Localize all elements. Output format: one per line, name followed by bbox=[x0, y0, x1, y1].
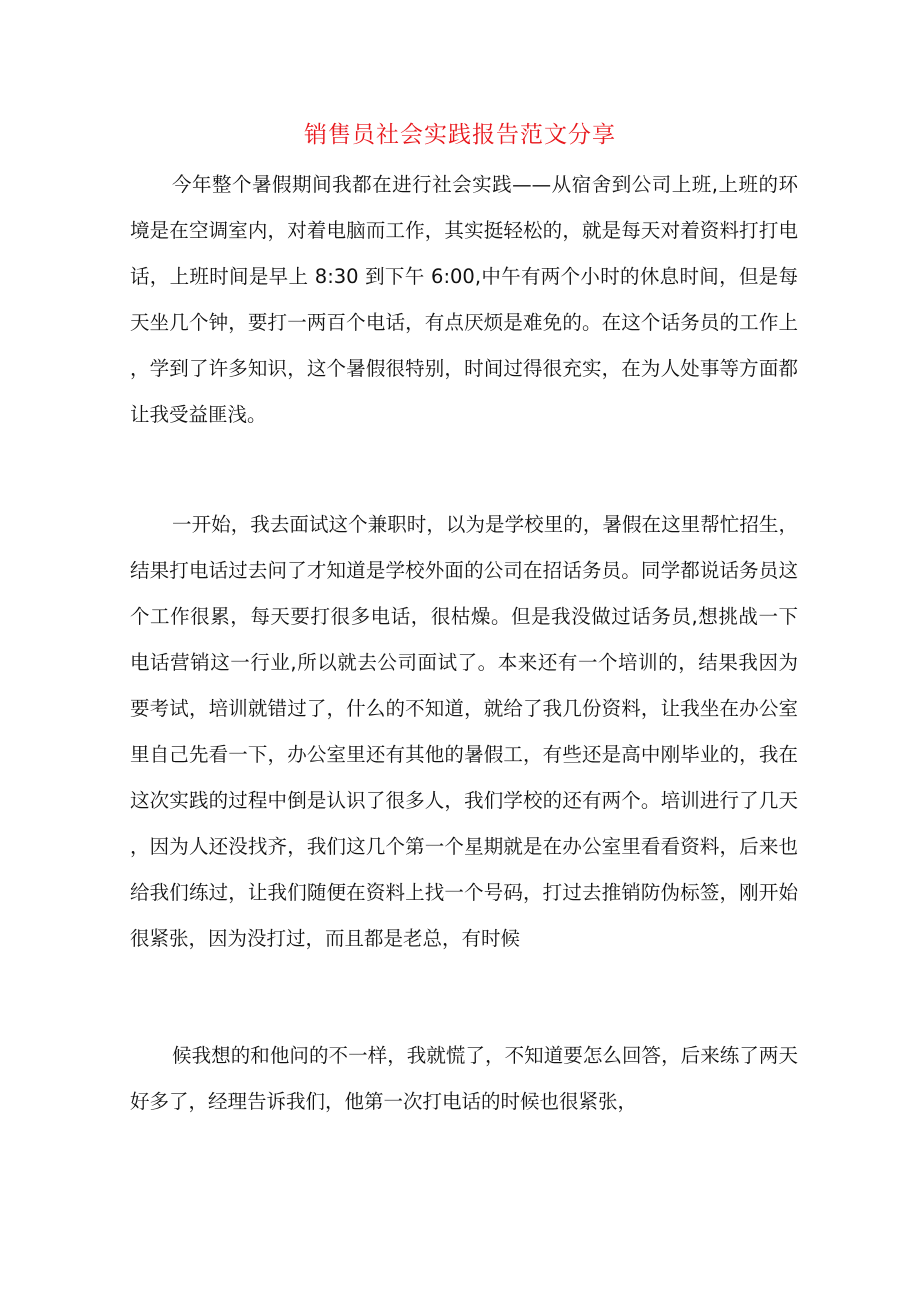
paragraph-3: 候我想的和他问的不一样，我就慌了，不知道要怎么回答，后来练了两天好多了，经理告诉我们，他第一次打电话的时候也很紧张， bbox=[130, 1044, 798, 1113]
paragraph-2: 一开始，我去面试这个兼职时，以为是学校里的，暑假在这里帮忙招生，结果打电话过去问了才知道是学校外面的公司在招话务员。同学都说话务员这个工作很累，每天要打很多电话，很枯燥。但是我没做过话务员,想挑战一下电话营销这一行业,所以就去公司面试了。本来还有一个培训的，结果我因为要考试，培训就错过了，什么的不知道，就给了我几份资料，让我坐在办公室里自己先看一下，办公室里还有其他的暑假工，有些还是高中刚毕业的，我在这次实践的过程中倒是认识了很多人，我们学校的还有两个。培训进行了几天，因为人还没找齐，我们这几个第一个星期就是在办公室里看看资料，后来也给我们练过，让我们随便在资料上找一个号码，打过去推销防伪标签，刚开始很紧张，因为没打过，而且都是老总，有时候 bbox=[130, 513, 798, 950]
paragraph-1: 今年整个暑假期间我都在进行社会实践——从宿舍到公司上班,上班的环境是在空调室内，对着电脑而工作，其实挺轻松的，就是每天对着资料打打电话，上班时间是早上 8:30 到下午 6:00,中午有两个小时的休息时间，但是每天坐几个钟，要打一两百个电话，有点厌烦是难免的。在这个话务员的工作上，学到了许多知识，这个暑假很特别，时间过得很充实，在为人处事等方面都让我受益匪浅。 bbox=[130, 173, 798, 426]
document-title: 销售员社会实践报告范文分享 bbox=[304, 122, 616, 148]
